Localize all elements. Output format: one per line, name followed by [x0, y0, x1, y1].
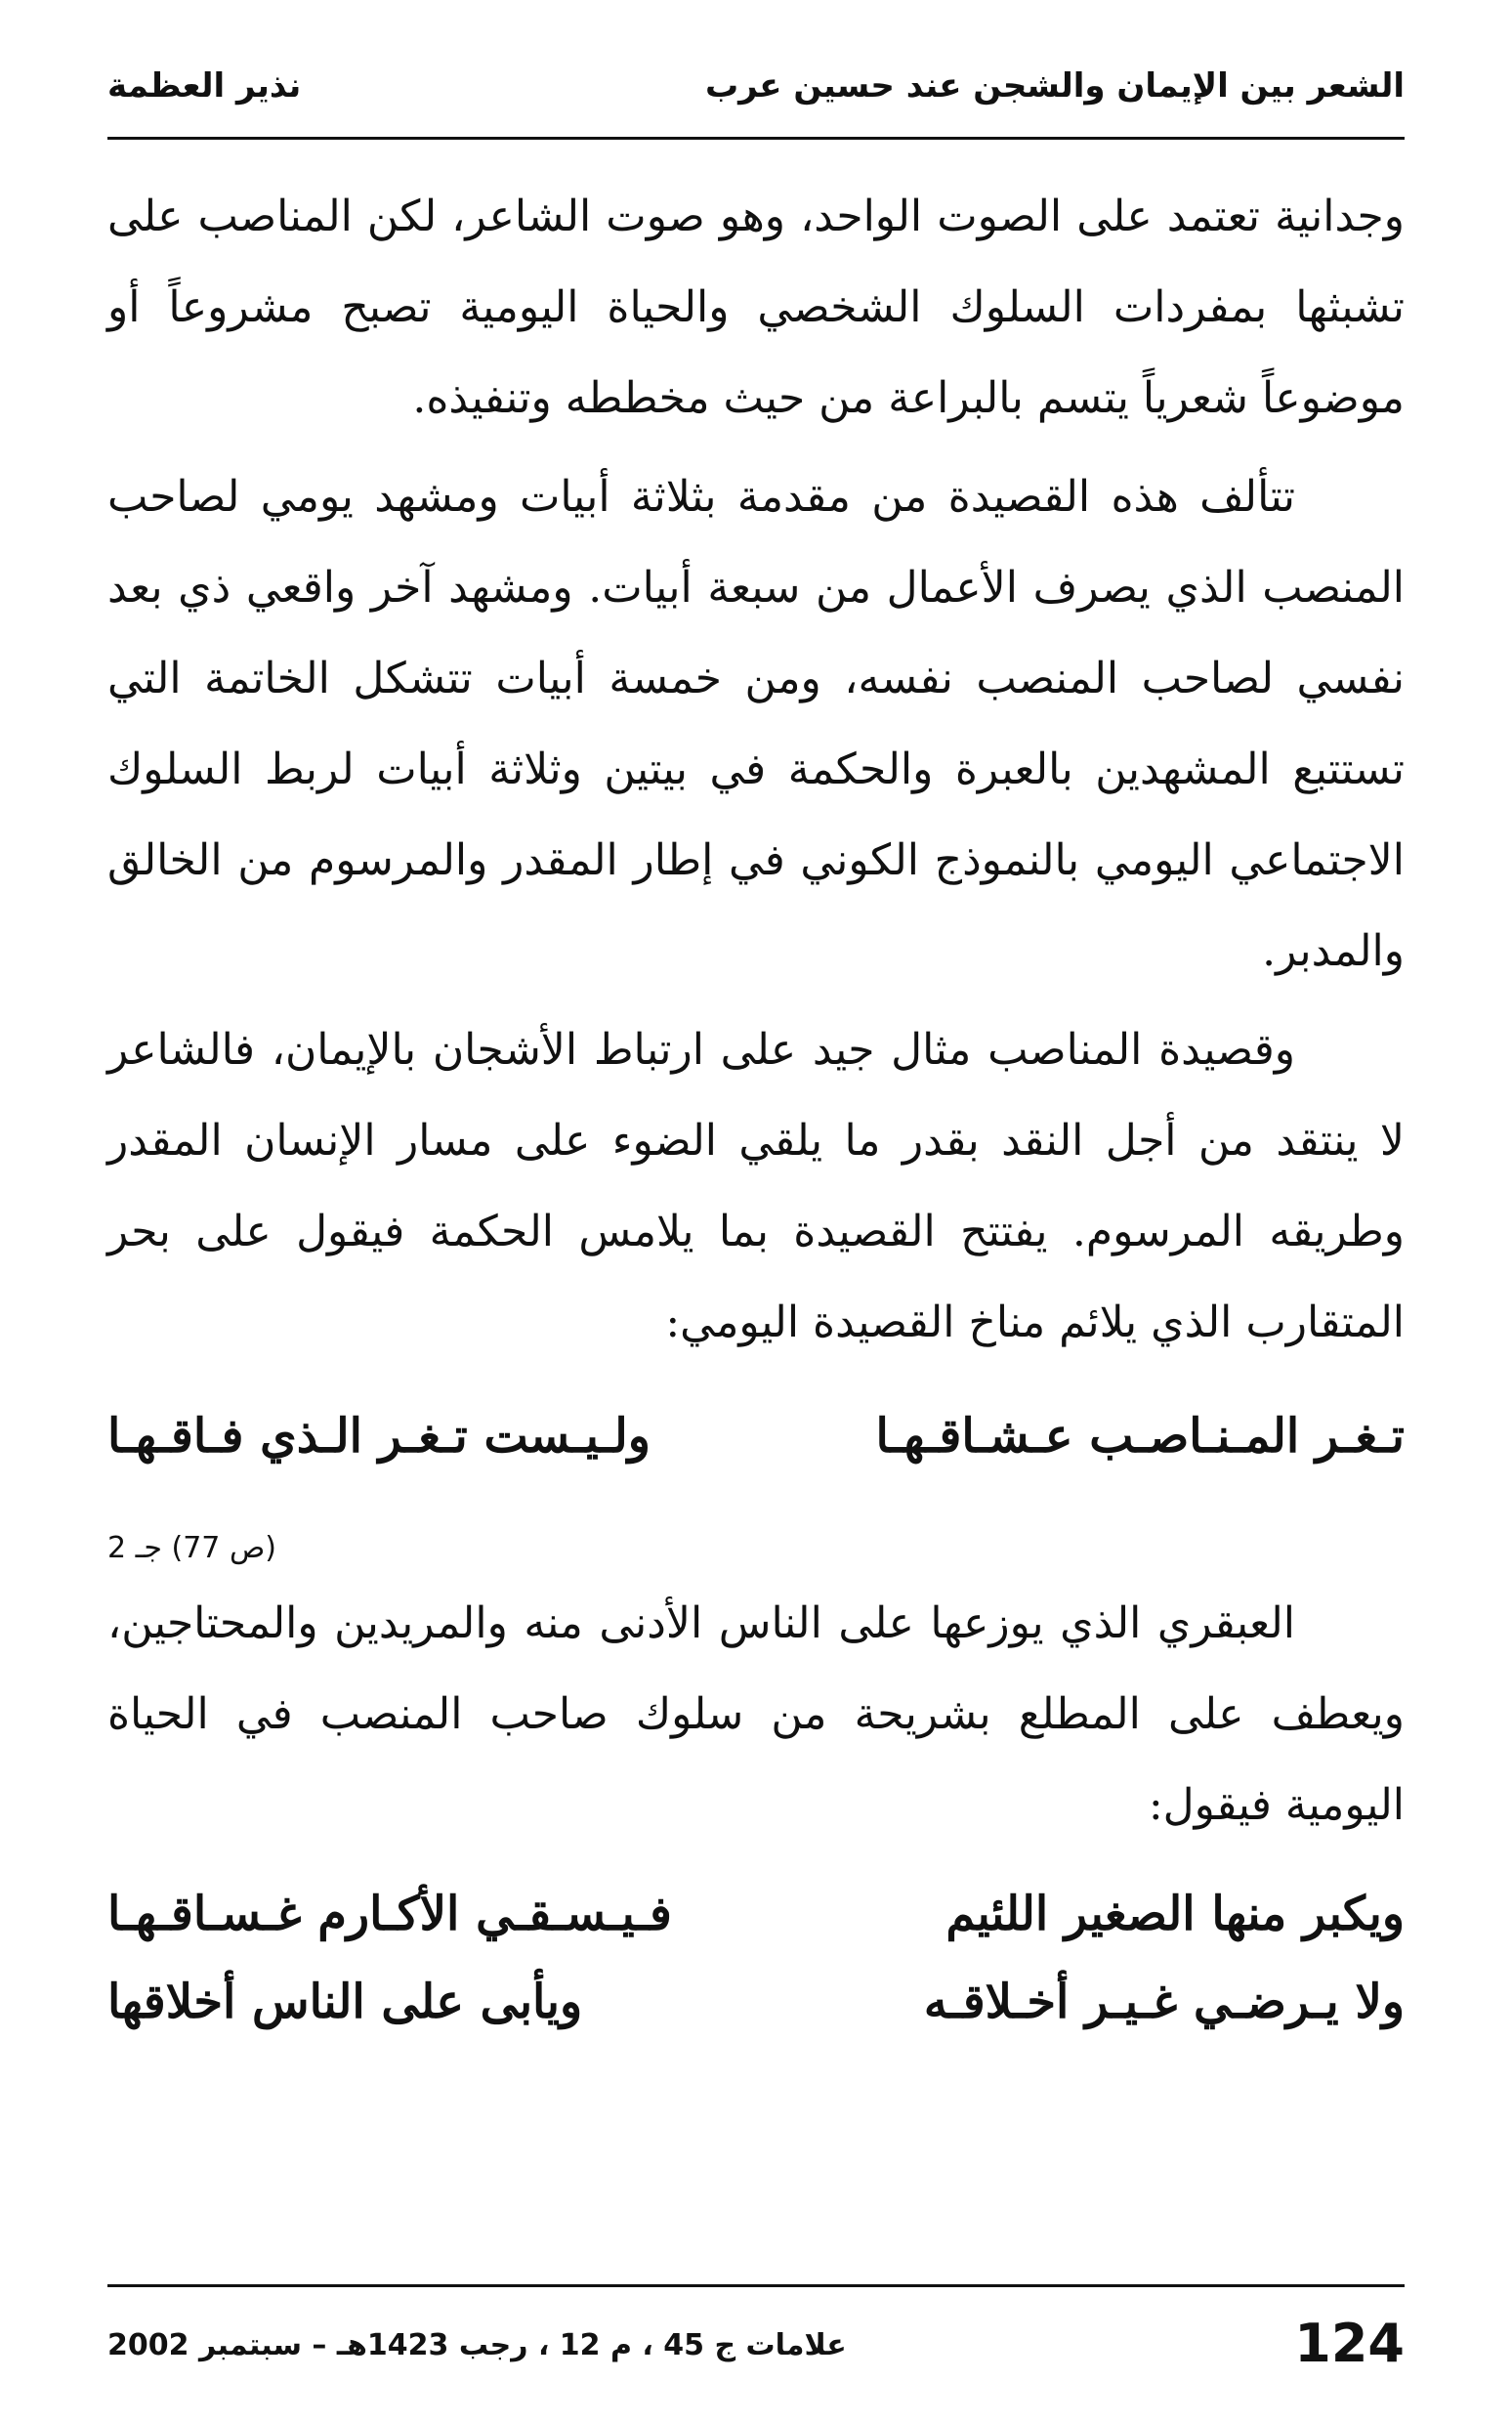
article-title: الشعر بين الإيمان والشجن عند حسين عرب	[704, 66, 1405, 106]
verse-first-hemistich: تـغـر المـنـاصـب عـشـاقـهـا	[875, 1409, 1405, 1464]
paragraph-2: تتألف هذه القصيدة من مقدمة بثلاثة أبيات ومشهد يومي لصاحب المنصب الذي يصرف الأعمال من سبعة أبيات. ومشهد آخر واقعي ذي بعد نفسي لصاحب المنصب نفسه، ومن خمسة أبيات تتشكل الخاتمة التي تستتبع المشهدين بالعبرة والحكمة في بيتين وثلاثة أبيات لربط السلوك الاجتماعي اليومي بالنموذج الكوني في إطار المقدر والمرسوم من الخالق والمدبر.	[107, 472, 1405, 976]
verse-second-hemistich: فـيـسـقـي الأكـارم غـسـاقـهـا	[107, 1887, 672, 1941]
verse-block	[107, 1870, 1405, 2046]
footer-rule	[107, 2284, 1405, 2287]
author-name: نذير العظمة	[107, 66, 302, 106]
verse-first-hemistich: ويكبر منها الصغير اللئيم	[945, 1887, 1405, 1941]
verse-second-hemistich: ويأبى على الناس أخلاقها	[107, 1975, 583, 2029]
paragraph-1: وجدانية تعتمد على الصوت الواحد، وهو صوت الشاعر، لكن المناصب على تشبثها بمفردات السلوك الشخصي والحياة اليومية تصبح مشروعاً أو موضوعاً شعرياً يتسم بالبراعة من حيث مخططه وتنفيذه.	[107, 191, 1405, 423]
verse-citation: (ص 77) جـ 2	[107, 1531, 276, 1565]
verse-line-2	[107, 1870, 1405, 1958]
verse-second-hemistich: ولـيـست تـغـر الـذي فـاقـهـا	[107, 1409, 651, 1464]
verse-line-3	[107, 1958, 1405, 2046]
journal-info: علامات ج 45 ، م 12 ، رجب 1423هـ – سبتمبر 2002	[107, 2328, 847, 2362]
main-text	[107, 171, 1405, 2046]
paragraph-4: العبقري الذي يوزعها على الناس الأدنى منه والمريدين والمحتاجين، ويعطف على المطلع بشريحة من سلوك صاحب المنصب في الحياة اليومية فيقول:	[107, 1598, 1405, 1830]
page-footer	[107, 2313, 1405, 2389]
header-rule	[107, 137, 1405, 140]
verse-first-hemistich: ولا يـرضـي غـيـر أخـلاقـه	[923, 1975, 1405, 2029]
running-header	[107, 66, 1405, 125]
verse-line-1	[107, 1392, 1405, 1480]
paragraph-3: وقصيدة المناصب مثال جيد على ارتباط الأشجان بالإيمان، فالشاعر لا ينتقد من أجل النقد بقدر ما يلقي الضوء على مسار الإنسان المقدر وطريقه المرسوم. يفتتح القصيدة بما يلامس الحكمة فيقول على بحر المتقارب الذي يلائم مناخ القصيدة اليومي:	[107, 1025, 1405, 1347]
page-number: 124	[1294, 2313, 1405, 2374]
